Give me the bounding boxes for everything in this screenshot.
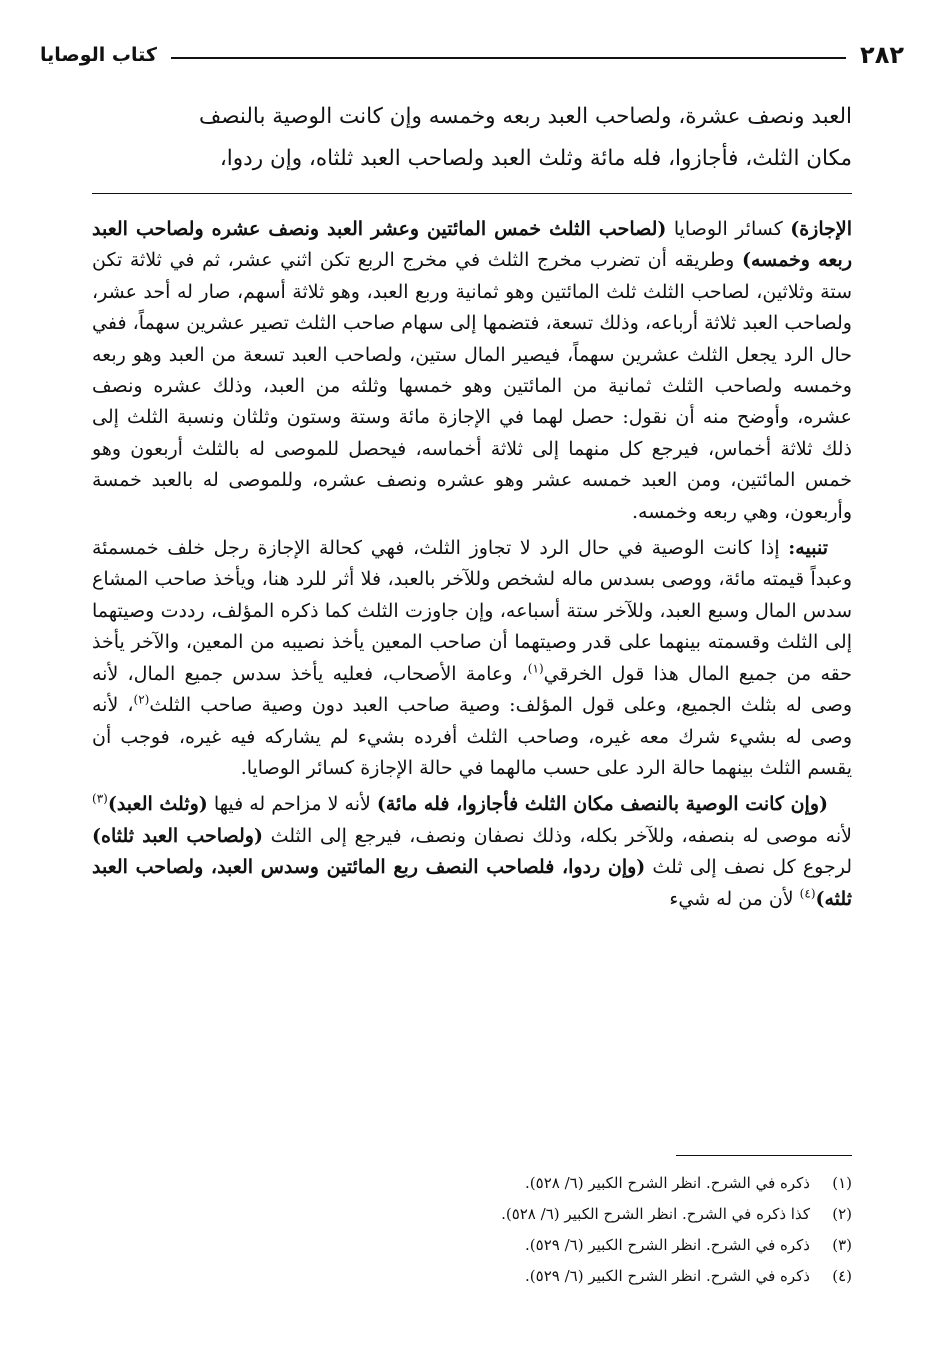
main-text-divider bbox=[92, 193, 852, 194]
main-text-line: العبد ونصف عشرة، ولصاحب العبد ربعه وخمسه وإن كانت الوصية بالنصف bbox=[198, 104, 852, 129]
quoted-text: (وإن ردوا، فلصاحب النصف ربع المائتين وسدس العبد، ولصاحب العبد ثلثه) bbox=[92, 856, 852, 910]
footnote bbox=[92, 1168, 852, 1199]
commentary-paragraph bbox=[92, 533, 852, 784]
footnote-mark: (٣) bbox=[832, 1236, 852, 1254]
footnote-text: ذكره في الشرح. انظر الشرح الكبير (٦/ ٥٢٩). bbox=[525, 1236, 810, 1254]
footnote bbox=[92, 1230, 852, 1261]
page-number: ٢٨٢ bbox=[860, 41, 904, 69]
footnote-ref[interactable]: (٢) bbox=[133, 692, 150, 707]
footnote-mark: (٢) bbox=[832, 1205, 852, 1223]
commentary-text: إذا كانت الوصية في حال الرد لا تجاوز الثلث، فهي كحالة الإجازة رجل خلف خمسمئة وعبداً قيمته مائة، ووصى بسدس ماله لشخص وللآخر بالعبد، فلا أثر للرد هنا، ويأخذ صاحب المشاع سدس المال وسبع العبد، وللآخر ستة أسباعه، وإن جاوزت الثلث كما ذكره المؤلف، رددت وصيتهما إلى الثلث وقسمته بينهما على قدر وصيتهما أن صاحب المعين يأخذ نصيبه من المعين، والآخر يأخذ حقه من جميع المال هذا قول الخرقي bbox=[92, 537, 852, 685]
footnote-text: ذكره في الشرح. انظر الشرح الكبير (٦/ ٥٢٨). bbox=[525, 1174, 810, 1192]
commentary-text: لأن من له شيء bbox=[669, 887, 800, 910]
commentary-text: وطريقه أن تضرب مخرج الثلث في مخرج الربع تكن اثني عشر، ثم في ثلاثة تكن ستة وثلاثين، لصاحب الثلث ثلث المائتين وهو ثمانية وربع العبد، وهو ثلاثة أسهم، صار له أحد عشر، ولصاحب العبد ثلاثة أرباعه، وذلك تسعة، فتضمها إلى سهام صاحب الثلث تصير عشرين سهماً، ففي حال الرد يجعل الثلث عشرين سهماً، فيصير المال ستين، ولصاحب العبد تسعة من العبد وهو ربعه وخمسه ولصاحب الثلث ثمانية من المائتين وهو خمسها وثلثه من العبد، وذلك عشره ونصف عشره، وأوضح منه أن نقول: حصل لهما في الإجازة مائة وستة وستون وثلثان ونسبة الثلث إلى ذلك ثلاثة أخماس، فيرجع كل منهما إلى ثلاثة أخماسه، فيحصل للموصى له بالثلث أربعون وهو خمس المائتين، ومن العبد خمسه عشر وهو عشره ونصف عشره، وللموصى له بالعبد خمسة وأربعون، وهي ربعه وخمسه. bbox=[92, 249, 852, 523]
footnote-ref[interactable]: (٤) bbox=[799, 886, 816, 901]
footnote bbox=[92, 1261, 852, 1292]
footnotes bbox=[92, 1168, 852, 1292]
footnote-text: ذكره في الشرح. انظر الشرح الكبير (٦/ ٥٢٩). bbox=[525, 1267, 810, 1285]
running-title: كتاب الوصايا bbox=[40, 44, 157, 66]
main-text bbox=[92, 96, 852, 180]
commentary bbox=[92, 214, 852, 920]
footnote-text: كذا ذكره في الشرح. انظر الشرح الكبير (٦/ ٥٢٨). bbox=[501, 1205, 810, 1223]
quoted-text: (ولصاحب العبد ثلثاه) bbox=[92, 824, 263, 847]
commentary-text: لرجوع كل نصف إلى ثلث bbox=[645, 856, 853, 879]
footnote-mark: (٤) bbox=[832, 1267, 852, 1285]
commentary-text: كسائر الوصايا bbox=[666, 218, 791, 240]
footnote-ref[interactable]: (٣) bbox=[92, 791, 108, 806]
footnote-divider bbox=[676, 1155, 852, 1156]
quoted-text: (وإن كانت الوصية بالنصف مكان الثلث فأجازوا، فله مائة) bbox=[376, 793, 828, 816]
commentary-text: لأنه موصى له بنصفه، وللآخر بكله، وذلك نصفان ونصف، فيرجع إلى الثلث bbox=[262, 824, 852, 847]
header-rule bbox=[171, 57, 846, 59]
paragraph-lead: الإجازة) bbox=[790, 218, 852, 240]
footnote-mark: (١) bbox=[832, 1174, 852, 1192]
page-header bbox=[40, 40, 904, 70]
footnote bbox=[92, 1199, 852, 1230]
quoted-text: (لصاحب الثلث خمس المائتين وعشر العبد ونصف عشره ولصاحب العبد ربعه وخمسه) bbox=[92, 218, 852, 272]
quoted-text: (وثلث العبد) bbox=[107, 793, 208, 816]
note-label: تنبيه: bbox=[788, 537, 828, 560]
commentary-text: ، وعامة الأصحاب، فعليه يأخذ سدس جميع المال، لأنه وصى له بثلث الجميع، وعلى قول المؤلف: وصية صاحب العبد دون وصية صاحب الثلث bbox=[92, 662, 852, 717]
commentary-paragraph bbox=[92, 214, 852, 528]
main-text-line: مكان الثلث، فأجازوا، فله مائة وثلث العبد ولصاحب العبد ثلثاه، وإن ردوا، bbox=[219, 146, 852, 171]
footnote-ref[interactable]: (١) bbox=[527, 661, 544, 676]
commentary-text: لأنه لا مزاحم له فيها bbox=[207, 793, 377, 816]
commentary-paragraph bbox=[92, 789, 852, 915]
commentary-text: ، لأنه وصى له بشيء شرك معه غيره، وصاحب الثلث أفرده بشيء لم يشاركه فيه غيره، فوجب أن يقسم الثلث بينهما حالة الرد على حسب مالهما في حالة الإجازة كسائر الوصايا. bbox=[92, 694, 852, 779]
